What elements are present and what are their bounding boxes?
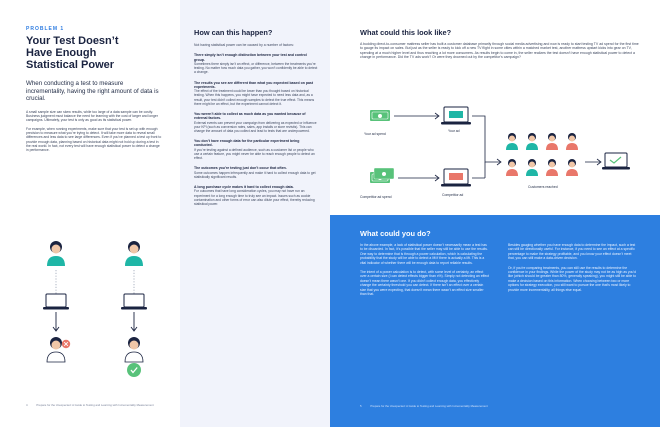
scenario-section bbox=[360, 28, 640, 60]
person-icon bbox=[546, 133, 558, 150]
person-icon bbox=[47, 241, 65, 266]
sidebar-intro: Not having statistical power can be caused by a number of factors: bbox=[194, 43, 294, 47]
money-stack-icon bbox=[374, 168, 394, 179]
laptop-icon bbox=[121, 294, 147, 310]
your-ad-label: Your ad bbox=[448, 129, 460, 133]
person-icon bbox=[506, 159, 518, 176]
person-icon bbox=[125, 241, 143, 266]
body-paragraph: A small sample size can skew results, while too large of a data sample can be costly. Business judgment must balance the need for learning with the cost of larger and longer campaigns. Ultimately, your test is only as good as its statistical power. bbox=[26, 109, 158, 123]
ad-reach-diagram bbox=[360, 102, 630, 212]
person-icon bbox=[566, 159, 578, 176]
page-title bbox=[26, 35, 162, 71]
competitor-ad-label: Competitor ad bbox=[442, 193, 464, 197]
laptop-icon bbox=[43, 294, 69, 310]
right-page bbox=[330, 0, 660, 427]
scenario-paragraph: A budding direct-to-consumer mattress seller has built a customer database primarily through social media advertising and now is ready to start testing TV ad spend for the first time to gauge its impact on sales. But just as the seller is ready to kick off a new TV flight in some cities within a matched market test, another mattress upstart kicks into gear on TV, spending at a much higher level and thus reaching a lot more consumers. As results begin to come in, the seller realizes the test doesn’t have enough statistical power to detect a change in performance. Did the TV ads work? Or were they drowned out by the competitor’s campaign? bbox=[360, 42, 639, 60]
person-icon bbox=[566, 133, 578, 150]
factor-heading: You don’t have enough data for the particular experiment being conducted. bbox=[194, 139, 300, 148]
page-footer bbox=[26, 404, 156, 408]
main-column bbox=[26, 26, 162, 152]
factor-body: External events can prevent your campaign from delivering as expected or influence your KPI (such as conversion rates, sales, app installs or store revisits). This can change the amount of data you collect and lead to tests that are underpowered. bbox=[194, 120, 317, 133]
cross-badge-icon bbox=[62, 340, 70, 348]
solution-paragraph: In the above example, a lack of statistical power doesn’t necessarily mean a test has to be discarded. In fact, it’s possible that the seller may still be able to use the results. One way to determine that is through a power calculation, which is calculating the probability that the study will be able to detect a lift if there is actually a lift. This is a vital indicator of whether there will be enough data to report reliable results. bbox=[360, 243, 488, 265]
check-badge-icon bbox=[127, 363, 141, 377]
competitor-ad-spend-label: Competitor ad spend bbox=[360, 195, 392, 199]
sidebar-panel bbox=[180, 0, 330, 427]
title-line: Your Test Doesn’t bbox=[26, 35, 119, 47]
footer-text: Prepare for the Unexpected: A Guide to Testing and Learning with Incrementality Measurement bbox=[370, 404, 488, 408]
person-icon bbox=[526, 159, 538, 176]
person-icon bbox=[47, 337, 65, 362]
page-number: 5 bbox=[360, 404, 362, 408]
factor-item bbox=[194, 185, 318, 206]
money-stack-icon bbox=[370, 110, 390, 121]
person-icon bbox=[125, 337, 143, 362]
factor-body: If you’re testing against a defined audience, such as a customer list or people who use a certain feature, you might never be able to reach enough people to detect an effect. bbox=[194, 147, 315, 161]
laptop-icon bbox=[602, 153, 630, 170]
problem-kicker: PROBLEM 1 bbox=[26, 26, 65, 32]
footer-text: Prepare for the Unexpected: A Guide to Testing and Learning with Incrementality Measurement bbox=[36, 403, 154, 407]
solution-paragraph: The intent of a power calculation is to detect, with some level of certainty, an effect over a certain size (I can detect effects bigger than x%). Simply not detecting an effect doesn’t mean there wasn’t one. If you didn’t collect enough data, you effectively change the certainty threshold you can detect. If there isn’t an effect over a certain size that you were expecting, that doesn’t mean there wasn’t an effect size smaller than that. bbox=[360, 270, 489, 297]
page-number: 4 bbox=[26, 403, 28, 407]
sidebar-heading: How can this happen? bbox=[194, 28, 273, 37]
solution-paragraph: Besides gauging whether you have enough data to determine the impact, such a test can still be directionally useful. For instance, if you need to see an effect at a specific percentage to make the strategy profitable, and you know your effect doesn’t meet that, you can still make a data-driven decision. bbox=[508, 243, 636, 261]
factor-heading: The results you see are different than what you expected based on past experiments. bbox=[194, 80, 314, 89]
body-paragraph: For example, when running experiments, make sure that your test is set up with enough precision to measure what you’re trying to detect. It will take more data to reveal small differences and less data to see large differences. Even if you’ve planned a test up front to provide enough data, planning based on historical data might not hold up during a test in the real world. In fact, not every test will have enough statistical power to detect a change in performance. bbox=[26, 126, 162, 153]
title-line: Statistical Power bbox=[26, 59, 115, 71]
customers-reached-label: Customers reached bbox=[528, 185, 558, 189]
factor-item bbox=[194, 166, 318, 179]
factor-item bbox=[194, 112, 318, 133]
your-ad-spend-label: Your ad spend bbox=[364, 132, 386, 136]
page-footer bbox=[360, 405, 560, 409]
factor-item bbox=[194, 139, 318, 160]
solution-panel bbox=[330, 215, 660, 427]
customers-grid bbox=[506, 133, 578, 176]
power-illustration bbox=[26, 236, 166, 386]
person-icon bbox=[546, 159, 558, 176]
solution-paragraph: Or, if you’re comparing treatments, you can still use the results to determine the confidence in your findings. While the power of the study may not be as high as you’d like (which should be greater than 80%, generally speaking), you might still be able to make a decision based on this information. When choosing between two or more options for strategy execution, you still want to pursue the one that’s most likely to provide more incrementality, all things else equal. bbox=[508, 265, 636, 292]
factor-item bbox=[194, 81, 318, 106]
person-icon bbox=[506, 133, 518, 150]
scenario-heading: What could this look like? bbox=[360, 28, 452, 37]
lead-paragraph: When conducting a test to measure incrementality, having the right amount of data is crucial. bbox=[26, 80, 159, 103]
factor-body: The effect of the treatment could be lower than you thought based on historical testing. When this happens, you might have expected to need less data and, as a result, your test didn’t collect enough samples to detect the true effect. This means there might be an effect, but the experiment cannot detect it. bbox=[194, 89, 315, 106]
person-icon bbox=[526, 133, 538, 150]
factor-heading: A long purchase cycle makes it hard to collect enough data. bbox=[194, 185, 294, 190]
factor-heading: The outcomes you’re testing just don’t occur that often. bbox=[194, 166, 287, 171]
title-line: Have Enough bbox=[26, 47, 97, 59]
solution-heading: What could you do? bbox=[360, 229, 431, 238]
factor-body: Some outcomes happen infrequently and make it hard to collect enough data to get statistically significant results. bbox=[194, 170, 316, 179]
factor-heading: There simply isn’t enough distinction between your test and control group. bbox=[194, 53, 307, 62]
solution-column-left bbox=[360, 243, 490, 296]
factor-item bbox=[194, 53, 318, 74]
factor-body: For outcomes that have long consideration cycles, you may not have run an experiment for a long enough time to truly see an impact. Issues such as cookie contamination and other forms of error can also dilute your effect, thereby reducing statistical power. bbox=[194, 189, 315, 206]
factor-body: Sometimes there simply isn’t an effect, or difference, between the treatments you’re testing. No matter how much data you gather, you won’t confidently be able to detect a change. bbox=[194, 61, 318, 75]
laptop-icon bbox=[441, 169, 471, 187]
factor-heading: You weren’t able to collect as much data as you wanted because of external factors. bbox=[194, 111, 306, 121]
laptop-icon bbox=[441, 107, 471, 125]
solution-column-right bbox=[508, 243, 638, 292]
